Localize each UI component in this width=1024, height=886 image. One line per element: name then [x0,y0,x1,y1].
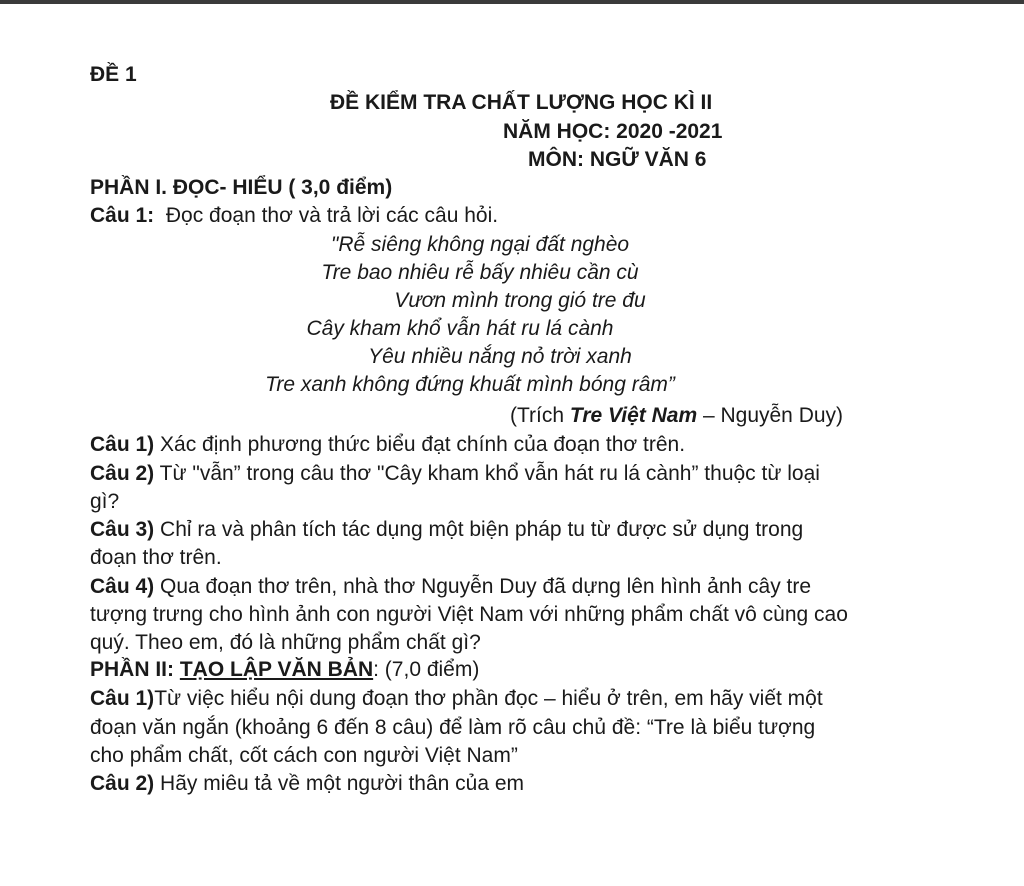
question-text: Hãy miêu tả về một người thân của em [154,772,525,795]
question-text-continued: tượng trưng cho hình ảnh con người Việt Nam với những phẩm chất vô cùng cao [90,603,848,626]
exam-title: ĐỀ KIỂM TRA CHẤT LƯỢNG HỌC KÌ II [330,91,713,114]
question-label: Câu 2) [90,462,155,485]
part2-question-1 [90,686,823,712]
part1-question-1 [90,432,685,458]
citation [510,403,843,429]
question-label: Câu 1) [90,433,155,456]
part1-question-2 [90,461,820,487]
question-text-continued: gì? [90,490,120,513]
school-year: NĂM HỌC: 2020 -2021 [503,120,723,143]
question-text: Qua đoạn thơ trên, nhà thơ Nguyễn Duy đã dựng lên hình ảnh cây tre [154,575,812,598]
citation-author: – Nguyễn Duy) [697,404,844,427]
question-label: Câu 2) [90,772,155,795]
question-text-continued: quý. Theo em, đó là những phẩm chất gì? [90,631,481,654]
citation-title: Tre Việt Nam [569,404,698,427]
part1-cau1 [90,203,498,229]
part2-question-2 [90,771,524,797]
part2-heading-prefix: PHẦN II: [90,658,180,681]
question-text-continued: cho phẩm chất, cốt cách con người Việt Nam” [90,744,518,767]
question-label: Câu 1: [90,204,155,227]
poem-line: "Rễ siêng không ngại đất nghèo [330,233,630,256]
question-text-continued: đoạn văn ngắn (khoảng 6 đến 8 câu) để làm rõ câu chủ đề: “Tre là biểu tượng [90,716,816,739]
question-label: Câu 4) [90,575,155,598]
poem-line: Yêu nhiều nắng nỏ trời xanh [368,345,632,368]
subject: MÔN: NGỮ VĂN 6 [528,148,707,171]
part2-heading-points: : (7,0 điểm) [373,658,480,681]
question-text: Xác định phương thức biểu đạt chính của đoạn thơ trên. [154,433,686,456]
part2-heading-main: TẠO LẬP VĂN BẢN [179,658,374,681]
part1-question-4 [90,574,811,600]
poem-line: Cây kham khổ vẫn hát ru lá cành [306,317,614,340]
question-text-continued: đoạn thơ trên. [90,546,222,569]
part2-heading [90,657,479,683]
poem-line: Tre xanh không đứng khuất mình bóng râm” [265,373,675,396]
question-label: Câu 1) [90,687,155,710]
question-text: Từ việc hiểu nội dung đoạn thơ phần đọc – hiểu ở trên, em hãy viết một [154,687,823,710]
part1-question-3 [90,517,803,543]
question-text: Đọc đoạn thơ và trả lời các câu hỏi. [165,204,499,227]
poem-line: Tre bao nhiêu rễ bấy nhiêu cần cù [321,261,639,284]
question-text: Từ "vẫn” trong câu thơ "Cây kham khổ vẫn hát ru lá cành” thuộc từ loại [154,462,820,485]
poem-line: Vươn mình trong gió tre đu [394,289,646,312]
exam-number: ĐỀ 1 [90,63,137,86]
question-label: Câu 3) [90,518,155,541]
question-text: Chỉ ra và phân tích tác dụng một biện pháp tu từ được sử dụng trong [154,518,804,541]
part1-heading: PHẦN I. ĐỌC- HIỂU ( 3,0 điểm) [90,176,393,199]
citation-open: (Trích [510,404,570,427]
